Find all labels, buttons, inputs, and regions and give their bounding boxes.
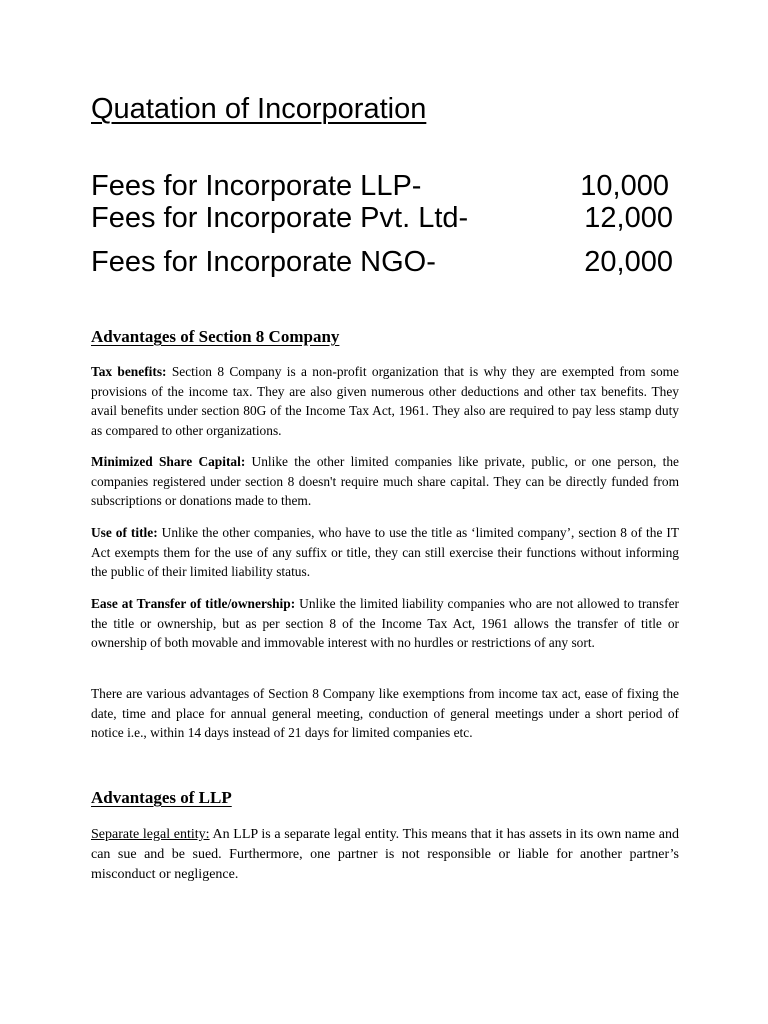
section8-paragraph-use-of-title	[91, 523, 679, 582]
paragraph-text: Unlike the limited liability companies who are not allowed to transfer the title or ownership, but as per section 8 of the Income Tax Act, 1961 allows the transfer of title or ownership of both movable and immovable interest with no hurdles or restrictions of any sort.	[91, 596, 679, 650]
paragraph-text: An LLP is a separate legal entity. This means that it has assets in its own name and can sue and be sued. Furthermore, one partner is not responsible or liable for another partner’s misconduct or negligence.	[91, 827, 679, 882]
paragraph-text: Section 8 Company is a non-profit organization that is why they are exempted from some provisions of the income tax. They are also given numerous other deductions and other tax benefits. They avail benefits under section 80G of the Income Tax Act, 1961. They also are required to pay less stamp duty as compared to other organizations.	[91, 364, 679, 438]
paragraph-lead: Minimized Share Capital:	[91, 454, 246, 469]
paragraph-lead: Tax benefits:	[91, 364, 167, 379]
fee-amount: 12,000	[584, 202, 673, 234]
section8-paragraph-tax-benefits	[91, 362, 679, 440]
fee-label: Fees for Incorporate NGO-	[91, 246, 436, 278]
fee-amount: 20,000	[584, 246, 673, 278]
paragraph-lead: Separate legal entity:	[91, 827, 210, 842]
section8-heading: Advantages of Section 8 Company	[91, 327, 340, 346]
section8-paragraph-summary	[91, 684, 679, 743]
paragraph-lead: Ease at Transfer of title/ownership:	[91, 596, 296, 611]
paragraph-lead: Use of title:	[91, 525, 158, 540]
llp-paragraph-separate-entity	[91, 825, 679, 885]
document-title: Quatation of Incorporation	[91, 93, 427, 125]
fee-label: Fees for Incorporate LLP-	[91, 170, 422, 202]
fee-amount: 10,000	[580, 170, 669, 202]
section8-paragraph-transfer	[91, 594, 679, 653]
paragraph-text: Unlike the other companies, who have to use the title as ‘limited company’, section 8 of the IT Act exempts them for the use of any suffix or title, they can still exercise their functions without informing the public of their limited liability status.	[91, 525, 680, 579]
section8-paragraph-share-capital	[91, 452, 679, 511]
paragraph-text: Unlike the other limited companies like private, public, or one person, the companies registered under section 8 doesn't require much share capital. They can be directly funded from subscriptions or donations made to them.	[91, 454, 679, 508]
paragraph-text: There are various advantages of Section 8 Company like exemptions from income tax act, ease of fixing the date, time and place for annual general meeting, conduction of general meetings under a short period of notice i.e., within 14 days instead of 21 days for limited companies etc.	[91, 686, 679, 740]
llp-heading: Advantages of LLP	[91, 788, 232, 807]
fee-label: Fees for Incorporate Pvt. Ltd-	[91, 202, 469, 234]
